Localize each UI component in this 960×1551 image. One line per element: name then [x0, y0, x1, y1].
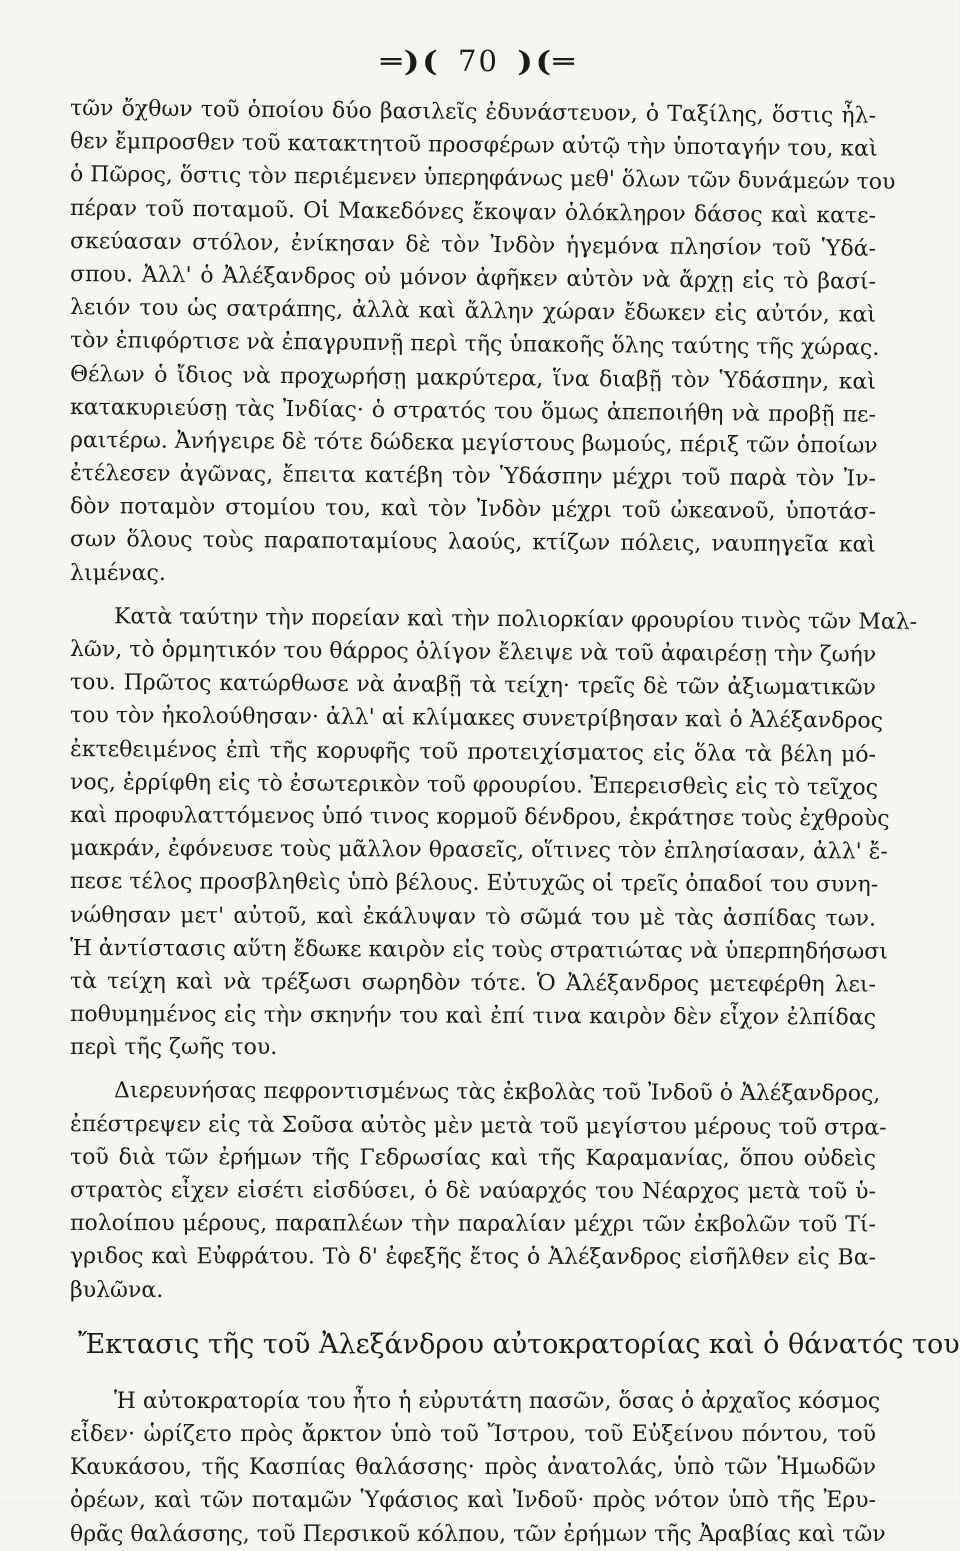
text-line: στρατὸς εἶχεν εἰσέτι εἰσδύσει, ὁ δὲ ναύαρχός του Νέαρχος μετὰ τοῦ ὑ- — [69, 1178, 877, 1205]
text-line: τὸν ἐπιφόρτισε νὰ ἐπαγρυπνῇ περὶ τῆς ὑπακοῆς ὅλης ταύτης τῆς χώρας. — [69, 328, 880, 362]
text-line: ἐκτεθειμένος ἐπὶ τῆς κορυφῆς τοῦ προτειχίσματος εἰς ὅλα τὰ βέλη μό- — [69, 736, 877, 768]
text-line: καὶ προφυλαττόμενος ὑπό τινος κορμοῦ δένδρου, ἐκράτησε τοὺς ἐχθροὺς — [69, 802, 890, 832]
text-line: λειόν του ὡς σατράπης, ἀλλὰ καὶ ἄλλην χώραν ἔδωκεν εἰς αὐτόν, καὶ — [69, 295, 877, 328]
text-line: τῶν ὄχθων τοῦ ὁποίου δύο βασιλεῖς ἐδυνάστευον, ὁ Ταξίλης, ὅστις ἦλ- — [69, 96, 877, 129]
text-line: Ἡ ἀντίστασις αὕτη ἔδωκε καιρὸν εἰς τοὺς στρατιώτας νὰ ὑπερπηδήσωσι — [69, 935, 888, 965]
text-line: λιμένας. — [70, 560, 166, 586]
page-header — [0, 44, 957, 78]
header-ornament-right: )(═ — [516, 45, 577, 78]
text-line: γριδος καὶ Εὐφράτου. Τὸ δ' ἐφεξῆς ἔτος ὁ Ἀλέξανδρος εἰσῆλθεν εἰς Βα- — [69, 1244, 877, 1271]
text-line: νος, ἐρρίφθη εἰς τὸ ἐσωτερικὸν τοῦ φρουρίου. Ἐπερεισθεὶς εἰς τὸ τεῖχος — [69, 769, 879, 801]
text-line: Κατὰ ταύτην τὴν πορείαν καὶ τὴν πολιορκίαν φρουρίου τινὸς τῶν Μαλ- — [113, 604, 918, 635]
text-line: ἐτέλεσεν ἀγῶνας, ἔπειτα κατέβη τὸν Ὑδάσπην μέχρι τοῦ παρὰ τὸν Ἰν- — [69, 461, 877, 492]
text-line: θρᾶς θαλάσσης, τοῦ Περσικοῦ κόλπου, τῶν ἐρήμων τῆς Ἀραβίας καὶ τῶν — [70, 1521, 886, 1547]
header-ornament-left: ═)( — [380, 45, 441, 78]
text-line: Διερευνήσας πεφροντισμένως τὰς ἐκβολὰς τοῦ Ἰνδοῦ ὁ Ἀλέξανδρος, — [113, 1078, 881, 1107]
paragraph — [69, 92, 896, 590]
text-line: δὸν ποταμὸν στομίου του, καὶ τὸν Ἰνδὸν μέχρι τοῦ ὠκεανοῦ, ὑποτάσ- — [69, 494, 877, 525]
text-line: σκεύασαν στόλον, ἐνίκησαν δὲ τὸν Ἰνδὸν ἡγεμόνα πλησίον τοῦ Ὑδά- — [69, 228, 877, 262]
text-line: νώθησαν μετ' αὐτοῦ, καὶ ἐκάλυψαν τὸ σῶμά του μὲ τὰς ἀσπίδας των. — [69, 902, 877, 932]
text-line: τοῦ διὰ τῶν ἐρήμων τῆς Γεδρωσίας καὶ τῆς Καραμανίας, ὅπου οὐδεὶς — [69, 1144, 877, 1172]
section-heading: Ἔκτασις τῆς τοῦ Ἀλεξάνδρου αὐτοκρατορίας καὶ ὁ θάνατός του — [78, 1328, 960, 1360]
text-line: εἶδεν· ὡρίζετο πρὸς ἄρκτον ὑπὸ τοῦ Ἴστρου, τοῦ Εὐξείνου πόντου, τοῦ — [70, 1421, 876, 1447]
text-line: Θέλων ὁ ἴδιος νὰ προχωρήσῃ μακρύτερα, ἵνα διαβῇ τὸν Ὑδάσπην, καὶ — [69, 361, 877, 395]
text-line: σων ὅλους τοὺς παραποταμίους λαούς, κτίζων πόλεις, ναυπηγεῖα καὶ — [69, 527, 877, 559]
text-line: Καυκάσου, τῆς Κασπίας θαλάσσης· πρὸς ἀνατολάς, ὑπὸ τῶν Ἡμωδῶν — [70, 1455, 876, 1481]
paragraph — [69, 600, 918, 1065]
text-line: περὶ τῆς ζωῆς του. — [70, 1035, 278, 1061]
paragraph — [70, 1385, 886, 1551]
text-line: του. Πρῶτος κατώρθωσε νὰ ἀναβῇ τὰ τείχη· τρεῖς δὲ τῶν ἀξιωματικῶν — [69, 670, 877, 701]
page-body — [69, 92, 960, 1551]
text-line: πέραν τοῦ ποταμοῦ. Οἱ Μακεδόνες ἔκοψαν ὁλόκληρον δάσος καὶ κατε- — [69, 195, 877, 229]
text-line: ὁ Πῶρος, ὅστις τὸν περιέμενεν ὑπερηφάνως μεθ' ὅλων τῶν δυνάμεών του — [69, 162, 896, 196]
paragraph — [69, 1074, 887, 1306]
text-line: ἐπέστρεψεν εἰς τὰ Σοῦσα αὐτὸς μὲν μετὰ τοῦ μεγίστου μέρους τοῦ στρα- — [69, 1111, 887, 1141]
page-number: 70 — [458, 44, 499, 78]
text-line: πολοίπου μέρους, παραπλέων τὴν παραλίαν μέχρι τῶν ἐκβολῶν τοῦ Τί- — [69, 1211, 877, 1238]
text-line: σπου. Ἀλλ' ὁ Ἀλέξανδρος οὐ μόνον ἀφῆκεν αὐτὸν νὰ ἄρχῃ εἰς τὸ βασί- — [69, 261, 877, 295]
text-line: ραιτέρω. Ἀνήγειρε δὲ τότε δώδεκα μεγίστους βωμούς, πέριξ τῶν ὁποίων — [69, 427, 878, 459]
text-line: βυλῶνα. — [70, 1277, 164, 1303]
text-line: πεσε τέλος προσβληθεὶς ὑπὸ βέλους. Εὐτυχῶς οἱ τρεῖς ὀπαδοί του συνη- — [69, 869, 879, 898]
text-line: Ἡ αὐτοκρατορία του ἦτο ἡ εὐρυτάτη πασῶν, ὅσας ὁ ἀρχαῖος κόσμος — [114, 1388, 881, 1414]
text-line: τὰ τείχη καὶ νὰ τρέξωσι σωρηδὸν τότε. Ὁ Ἀλέξανδρος μετεφέρθη λει- — [69, 968, 877, 998]
text-line: ὀρέων, καὶ τῶν ποταμῶν Ὑφάσιος καὶ Ἰνδοῦ· πρὸς νότον ὑπὸ τῆς Ἐρυ- — [70, 1488, 876, 1514]
text-line: του τὸν ἠκολούθησαν· ἀλλ' αἱ κλίμακες συνετρίβησαν καὶ ὁ Ἀλέξανδρος — [69, 703, 884, 735]
text-line: λῶν, τὸ ὁρμητικόν του θάρρος ὀλίγον ἔλειψε νὰ τοῦ ἀφαιρέσῃ τὴν ζωήν — [69, 637, 877, 668]
text-line: μακράν, ἐφόνευσε τοὺς μᾶλλον θρασεῖς, οἵτινες τὸν ἐπλησίασαν, ἀλλ' ἔ- — [69, 836, 888, 865]
text-line: κατακυριεύσῃ τὰς Ἰνδίας· ὁ στρατός του ὅμως ἀπεποιήθη νὰ προβῇ πε- — [69, 394, 877, 428]
text-line: θεν ἔμπροσθεν τοῦ κατακτητοῦ προσφέρων αὐτῷ τὴν ὑποταγήν του, καὶ — [69, 129, 878, 162]
text-line: ποθυμημένος εἰς τὴν σκηνήν του καὶ ἐπί τινα καιρὸν δὲν εἶχον ἐλπίδας — [69, 1002, 877, 1031]
